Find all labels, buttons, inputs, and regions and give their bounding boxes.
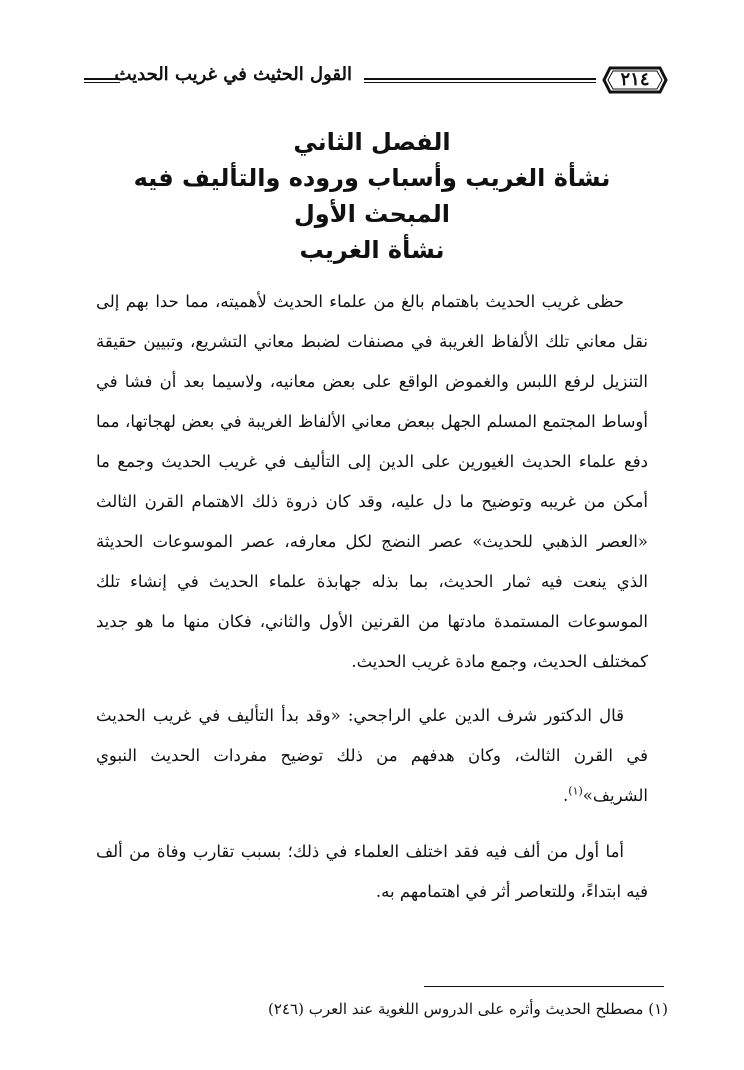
paragraph-1: حظى غريب الحديث باهتمام بالغ من علماء الحديث لأهميته، مما حدا بهم إلى نقل معاني تلك الألفاظ الغريبة في مصنفات لضبط معاني التشريع، وتبيين حقيقة التنزيل لرفع اللبس والغموض الواقع على بعض معانيه، ولاسيما بعد أن فشا في أوساط المجتمع المسلم الجهل ببعض معاني الألفاظ الغريبة في بعض لهجاتها، مما دفع علماء الحديث الغيورين على الدين إلى التأليف في غريب الحديث وجمع ما أمكن من غريبه وتوضيح ما دل عليه، وقد كان ذروة ذلك الاهتمام القرن الثالث «العصر الذهبي للحديث» عصر النضج لكل معارفه، عصر الموسوعات الحديثة الذي ينعت فيه ثمار الحديث، بما بذله جهابذة علماء الحديث في إنشاء تلك الموسوعات المستمدة مادتها من القرنين الأول والثاني، فكان منها ما هو جديد كمختلف الحديث، وجمع مادة غريب الحديث.	[96, 292, 648, 671]
page-number-frame	[602, 66, 668, 94]
header-rule-middle	[364, 78, 596, 83]
footnote-separator	[424, 986, 664, 987]
body-text	[96, 282, 648, 928]
page-number: ٢١٤	[620, 69, 650, 90]
paragraph-3: أما أول من ألف فيه فقد اختلف العلماء في ذلك؛ بسبب تقارب وفاة من ألف فيه ابتداءً، وللتعاصر أثر في اهتمامهم به.	[96, 842, 648, 901]
footnote: (١) مصطلح الحديث وأثره على الدروس اللغوية عند العرب (٢٤٦)	[268, 1000, 668, 1018]
paragraph-2-text: قال الدكتور شرف الدين علي الراجحي: «وقد بدأ التأليف في غريب الحديث في القرن الثالث، وكان هدفهم من ذلك توضيح مفردات الحديث النبوي الشريف»	[96, 706, 648, 805]
section-subtitle: نشأة الغريب	[299, 236, 445, 264]
running-title: القول الحثيث في غريب الحديث	[114, 64, 352, 85]
section-title: المبحث الأول	[293, 200, 451, 228]
page-header	[84, 62, 668, 106]
chapter-subtitle: نشأة الغريب وأسباب وروده والتأليف فيه	[133, 164, 611, 192]
paragraph-2	[96, 696, 648, 816]
chapter-title: الفصل الثاني	[293, 128, 451, 156]
paragraph-2-end: .	[563, 786, 569, 805]
footnote-reference: (١)	[568, 784, 583, 798]
chapter-headings	[60, 124, 684, 268]
